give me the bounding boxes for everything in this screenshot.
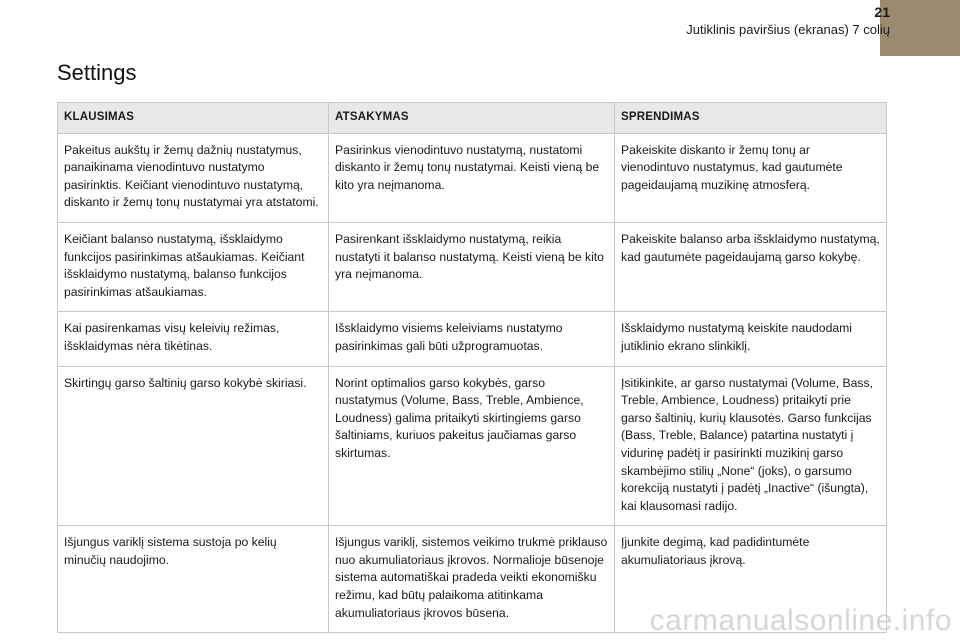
table-row	[58, 366, 887, 526]
table-row	[58, 133, 887, 222]
chapter-tab	[880, 0, 960, 56]
chapter-title: Jutiklinis paviršius (ekranas) 7 colių	[686, 22, 890, 37]
question-cell: Skirtingų garso šaltinių garso kokybė skiriasi.	[58, 366, 329, 526]
question-cell: Išjungus variklį sistema sustoja po kelių minučių naudojimo.	[58, 526, 329, 633]
answer-cell: Pasirenkant išsklaidymo nustatymą, reikia nustatyti it balanso nustatymą. Keisti vieną be kito yra neįmanoma.	[329, 222, 615, 311]
question-cell: Keičiant balanso nustatymą, išsklaidymo funkcijos pasirinkimas atšaukiamas. Keičiant išsklaidymo nustatymą, balanso funkcijos pasirinkimas atšaukiamas.	[58, 222, 329, 311]
column-header-solution: SPRENDIMAS	[615, 103, 887, 134]
faq-table	[57, 102, 887, 633]
table-row	[58, 222, 887, 311]
question-cell: Kai pasirenkamas visų keleivių režimas, išsklaidymas nėra tikėtinas.	[58, 312, 329, 366]
answer-cell: Norint optimalios garso kokybės, garso nustatymus (Volume, Bass, Treble, Ambience, Loudness) galima pritaikyti skirtingiems garso šaltiniams, kuriuos pakeitus jaučiamas garso skirtumas.	[329, 366, 615, 526]
solution-cell: Įjunkite degimą, kad padidintumėte akumuliatoriaus įkrovą.	[615, 526, 887, 633]
column-header-answer: ATSAKYMAS	[329, 103, 615, 134]
page-number: 21	[874, 4, 890, 20]
column-header-question: KLAUSIMAS	[58, 103, 329, 134]
solution-cell: Pakeiskite diskanto ir žemų tonų ar vienodintuvo nustatymus, kad gautumėte pageidaujamą muzikinę atmosferą.	[615, 133, 887, 222]
solution-cell: Išsklaidymo nustatymą keiskite naudodami jutiklinio ekrano slinkiklį.	[615, 312, 887, 366]
table-header-row	[58, 103, 887, 134]
answer-cell: Išsklaidymo visiems keleiviams nustatymo pasirinkimas gali būti užprogramuotas.	[329, 312, 615, 366]
answer-cell: Pasirinkus vienodintuvo nustatymą, nustatomi diskanto ir žemų tonų nustatymai. Keisti vieną be kito yra neįmanoma.	[329, 133, 615, 222]
answer-cell: Išjungus variklį, sistemos veikimo trukmė priklauso nuo akumuliatoriaus įkrovos. Normalioje būsenoje sistema automatiškai pradeda veikti ekonomišku režimu, kad būtų palaikoma atitinkama akumuliatoriaus įkrovos būsena.	[329, 526, 615, 633]
watermark: carmanualsonline.info	[649, 604, 952, 637]
solution-cell: Pakeiskite balanso arba išsklaidymo nustatymą, kad gautumėte pageidaujamą garso kokybę.	[615, 222, 887, 311]
table-row	[58, 312, 887, 366]
solution-cell: Įsitikinkite, ar garso nustatymai (Volume, Bass, Treble, Ambience, Loudness) pritaikyti prie garso šaltinių, kurių klausotės. Garso funkcijas (Bass, Treble, Balance) patartina nustatyti į vidurinę padėtį ir pasirinkti muzikinį garso skambėjimo stilių „None“ (joks), o garsumo korekciją nustatyti į padėtį „Inactive“ (išungta), kai klausomasi radijo.	[615, 366, 887, 526]
question-cell: Pakeitus aukštų ir žemų dažnių nustatymus, panaikinama vienodintuvo nustatymo pasirinktis. Keičiant vienodintuvo nustatymą, diskanto ir žemų tonų nustatymai yra atstatomi.	[58, 133, 329, 222]
page-title: Settings	[57, 60, 137, 85]
